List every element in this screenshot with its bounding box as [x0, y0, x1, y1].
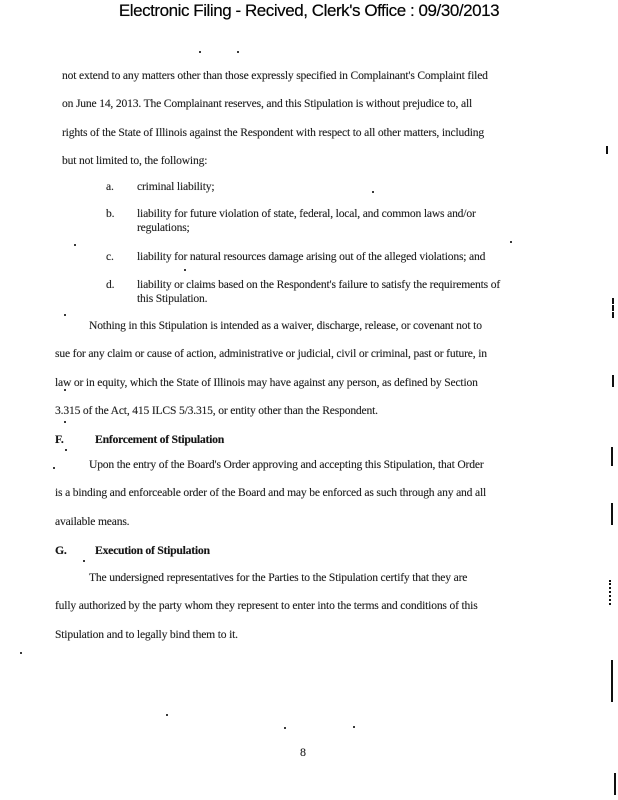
scan-speck — [64, 314, 66, 316]
scan-speck — [64, 421, 66, 423]
section-title: Execution of Stipulation — [95, 543, 210, 557]
scan-edge-mark — [611, 503, 613, 525]
scan-edge-mark — [609, 580, 611, 605]
scan-edge-mark — [614, 773, 616, 795]
list-item-text: liability or claims based on the Respondent's failure to satisfy the requirements of this Stipulation. — [137, 278, 501, 305]
page-number: 8 — [300, 745, 306, 759]
scan-edge-mark — [606, 146, 608, 154]
scan-speck — [184, 269, 186, 271]
scan-edge-mark — [612, 375, 614, 387]
section-f-heading — [55, 432, 224, 446]
list-item-label: a. — [106, 180, 114, 193]
section-label: G. — [55, 543, 67, 557]
scan-edge-mark — [611, 660, 613, 702]
list-item-label: b. — [106, 207, 115, 220]
section-g-heading — [55, 543, 210, 557]
section-g-paragraph: The undersigned representatives for the Parties to the Stipulation certify that they are fully authorized by the party whom they represent to enter into the terms and conditions of this Stipulation and to legally bind them to it. — [55, 571, 478, 641]
scan-speck — [237, 51, 239, 53]
list-item-text: criminal liability; — [137, 180, 215, 193]
section-f-paragraph: Upon the entry of the Board's Order approving and accepting this Stipulation, that Order is a binding and enforceable order of the Board and may be enforced as such through any and all available means. — [55, 458, 487, 528]
list-item-text: liability for future violation of state, federal, local, and common laws and/or regulations; — [137, 207, 476, 234]
list-item-c — [106, 250, 485, 264]
scan-edge-mark — [612, 298, 614, 318]
list-item-d — [106, 278, 500, 306]
scan-speck — [284, 727, 286, 729]
scan-speck — [64, 389, 66, 391]
scan-speck — [372, 191, 374, 193]
scan-speck — [53, 467, 55, 469]
scan-speck — [74, 244, 76, 246]
list-item-label: d. — [106, 278, 115, 291]
paragraph-reservation: Nothing in this Stipulation is intended as a waiver, discharge, release, or covenant not to sue for any claim or cause of action, administrative or judicial, civil or criminal, past or future, in law or in equity, which the State of Illinois may have against any person, as defined by Section 3.315 of the Act, 415 ILCS 5/3.315, or entity other than the Respondent. — [55, 319, 487, 418]
paragraph-continuation: not extend to any matters other than those expressly specified in Complainant's Complaint filed on June 14, 2013. The Complainant reserves, and this Stipulation is without prejudice to, all rights of the State of Illinois against the Respondent with respect to all other matters, including but not limited to, the following: — [62, 69, 488, 168]
list-item-b — [106, 207, 476, 235]
list-item-label: c. — [106, 250, 114, 263]
scan-speck — [166, 714, 168, 716]
scan-speck — [65, 449, 67, 451]
scan-speck — [353, 726, 355, 728]
efiling-banner: Electronic Filing - Recived, Clerk's Office : 09/30/2013 — [118, 1, 500, 20]
list-item-a — [106, 180, 214, 194]
scan-edge-mark — [611, 447, 613, 466]
scan-speck — [199, 51, 201, 53]
scan-speck — [20, 652, 22, 654]
section-title: Enforcement of Stipulation — [95, 432, 224, 446]
scan-speck — [83, 560, 85, 562]
scan-speck — [510, 241, 512, 243]
section-label: F. — [55, 432, 64, 446]
list-item-text: liability for natural resources damage arising out of the alleged violations; and — [137, 250, 486, 263]
